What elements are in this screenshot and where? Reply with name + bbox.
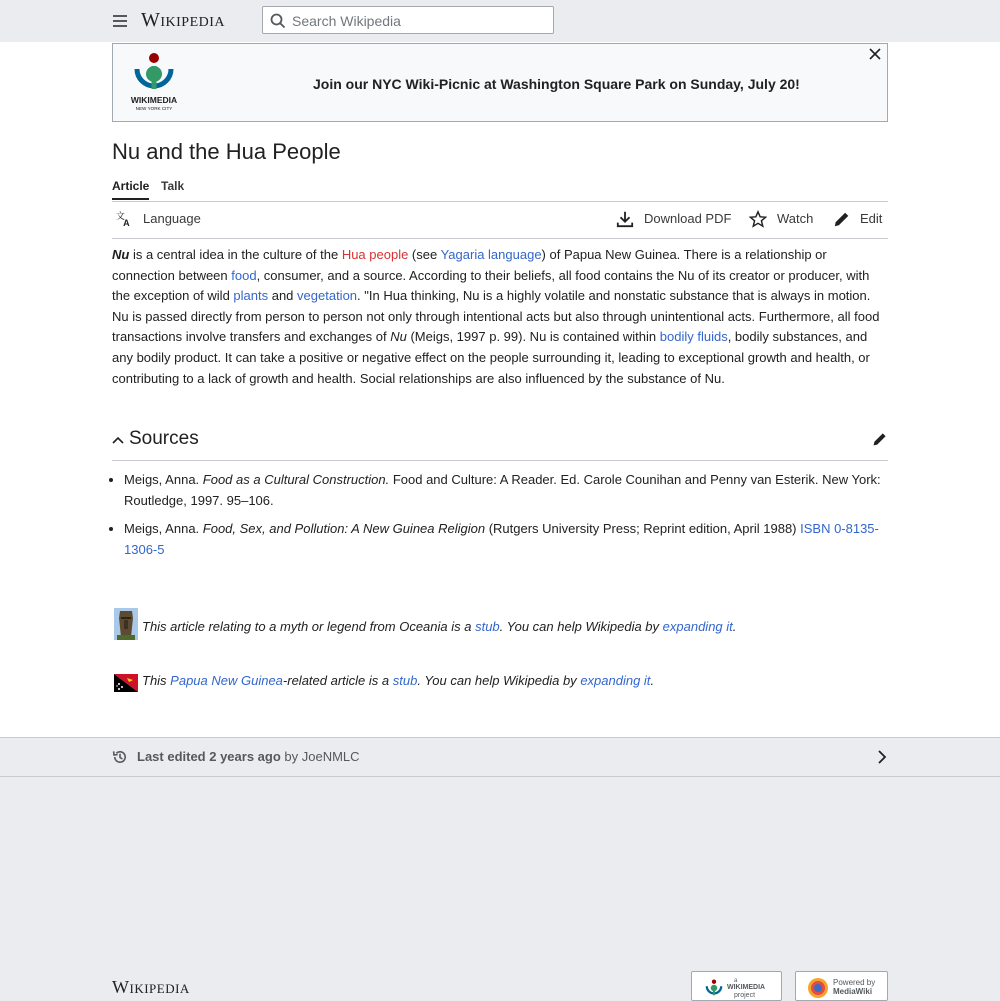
- pencil-icon: [833, 210, 851, 228]
- footer-wordmark[interactable]: Wikipedia: [112, 977, 190, 997]
- last-edited-bar[interactable]: [0, 737, 1000, 777]
- term-nu-italic: Nu: [390, 329, 407, 345]
- link-yagaria-language[interactable]: Yagaria language: [440, 247, 542, 262]
- star-icon: [749, 210, 767, 228]
- chevron-up-icon: [112, 434, 124, 446]
- watch-label: Watch: [777, 211, 814, 226]
- text-span: .: [732, 619, 737, 634]
- close-icon[interactable]: [867, 46, 883, 62]
- text-span: is a central idea in the culture of the: [129, 247, 342, 262]
- badge-text: project: [734, 992, 756, 999]
- edit-label: Edit: [860, 211, 883, 226]
- page-toolbar: [112, 202, 888, 239]
- link-stub[interactable]: stub: [475, 619, 500, 634]
- badge-text-small: a: [734, 978, 738, 984]
- source-title: Food, Sex, and Pollution: A New Guinea Religion: [202, 521, 486, 537]
- sources-list: [112, 470, 888, 568]
- mediawiki-sunflower-icon: [807, 977, 829, 999]
- text-span: -related article is a: [282, 673, 393, 688]
- badge-text: WIKIMEDIA: [727, 984, 766, 991]
- search-icon: [270, 13, 286, 29]
- source-details: (Rutgers University Press; Reprint edition, April 1988): [485, 521, 801, 537]
- wikimedia-nyc-logo: [123, 52, 185, 114]
- text-span: , consumer, and a source. According to their beliefs, all food contains the Nu of its creator or producer, with the exception of wild: [112, 267, 870, 304]
- last-edited-text: [137, 749, 360, 764]
- text-span: This article relating to a myth or legend from Oceania is a: [142, 619, 476, 634]
- link-expanding-it[interactable]: expanding it: [662, 619, 733, 634]
- badge-text: Powered by: [833, 978, 876, 987]
- stub-text: [142, 673, 654, 688]
- intro-paragraph: [112, 245, 888, 389]
- text-span: and: [268, 288, 298, 304]
- logo-text-top: WIKIMEDIA: [130, 95, 178, 105]
- history-icon: [112, 749, 128, 765]
- text-span: This: [142, 673, 171, 688]
- source-title: Food as a Cultural Construction.: [202, 472, 390, 487]
- link-plants[interactable]: plants: [233, 288, 269, 304]
- tab-talk[interactable]: Talk: [161, 179, 185, 193]
- text-span: . You can help Wikipedia by: [417, 673, 581, 688]
- list-item: [124, 470, 888, 511]
- main-menu-button[interactable]: [108, 9, 132, 33]
- link-hua-people[interactable]: Hua people: [341, 247, 409, 262]
- moai-icon: [114, 608, 138, 640]
- hamburger-icon-line: [113, 20, 127, 22]
- download-icon: [616, 210, 634, 228]
- source-author: Meigs, Anna.: [124, 472, 203, 487]
- link-isbn[interactable]: ISBN 0-8135-1306-5: [124, 521, 879, 557]
- namespace-tabs: [112, 179, 888, 202]
- term-nu: Nu: [112, 247, 130, 262]
- link-expanding-it[interactable]: expanding it: [580, 673, 651, 688]
- link-papua-new-guinea[interactable]: Papua New Guinea: [170, 673, 283, 688]
- link-stub[interactable]: stub: [392, 673, 418, 688]
- text-span: by: [280, 749, 302, 764]
- search-input[interactable]: [290, 10, 549, 32]
- text-span: , bodily substances, and any bodily product. It can take a positive or negative effect on the people surrounding it, leading to exceptional growth and health, or contributing to a lack of growth and health. Social relationships are also influenced by the substance of Nu.: [112, 329, 870, 386]
- event-banner: [112, 43, 888, 122]
- text-span: (Meigs, 1997 p. 99). Nu is contained within: [406, 329, 660, 345]
- text-span: ) of Papua New Guinea. There is a relationship or connection between: [112, 247, 827, 283]
- logo-text-bottom: NEW YORK CITY: [135, 106, 173, 111]
- pencil-icon[interactable]: [872, 431, 888, 447]
- link-bodily-fluids[interactable]: bodily fluids: [659, 329, 728, 345]
- mediawiki-badge[interactable]: [795, 971, 888, 1001]
- last-editor-username: JoeNMLC: [301, 749, 360, 764]
- wikimedia-logo-icon: [705, 979, 723, 997]
- hamburger-icon: [113, 15, 127, 17]
- source-author: Meigs, Anna.: [124, 521, 203, 537]
- page-title: Nu and the Hua People: [112, 139, 341, 164]
- chevron-right-icon: [876, 750, 888, 764]
- page-content: [0, 42, 1000, 737]
- stub-notice-myth: [112, 608, 888, 642]
- svg-text:文: 文: [115, 211, 125, 221]
- sources-section-header[interactable]: [112, 426, 888, 461]
- source-details: Food and Culture: A Reader. Ed. Carole Counihan and Penny van Esterik. New York: Routledge, 1997. 95–106.: [124, 472, 881, 508]
- list-item: [124, 519, 888, 560]
- last-edited-label: Last edited 2 years ago: [137, 749, 281, 764]
- wikipedia-wordmark[interactable]: Wikipedia: [141, 9, 226, 31]
- sources-heading: Sources: [129, 428, 199, 449]
- text-span: (see: [408, 247, 441, 262]
- papua-new-guinea-flag-icon: [114, 674, 138, 692]
- stub-notice-png: [112, 672, 888, 696]
- site-header: [0, 0, 1000, 43]
- link-food[interactable]: food: [231, 267, 257, 283]
- download-label: Download PDF: [644, 211, 732, 226]
- hamburger-icon-line: [113, 25, 127, 27]
- translate-icon: [115, 210, 133, 228]
- tab-article[interactable]: Article: [112, 179, 149, 200]
- language-label: Language: [143, 211, 201, 226]
- badge-text: MediaWiki: [833, 987, 873, 996]
- banner-message: Join our NYC Wiki-Picnic at Washington Square Park on Sunday, July 20!: [313, 76, 800, 92]
- wikimedia-project-badge[interactable]: [691, 971, 782, 1001]
- svg-text:A: A: [123, 218, 130, 228]
- stub-text: [142, 619, 736, 634]
- text-span: . You can help Wikipedia by: [499, 619, 663, 634]
- text-span: .: [650, 673, 655, 688]
- link-vegetation[interactable]: vegetation: [297, 288, 358, 304]
- search-box[interactable]: [262, 6, 554, 34]
- text-span: . "In Hua thinking, Nu is a highly volatile and nonstatic substance that is always in motion. Nu is passed directly from person to person not only through intentional acts but also through unintentional acts. Furthermore, all food transactions involve transfers and exchanges of: [112, 288, 880, 345]
